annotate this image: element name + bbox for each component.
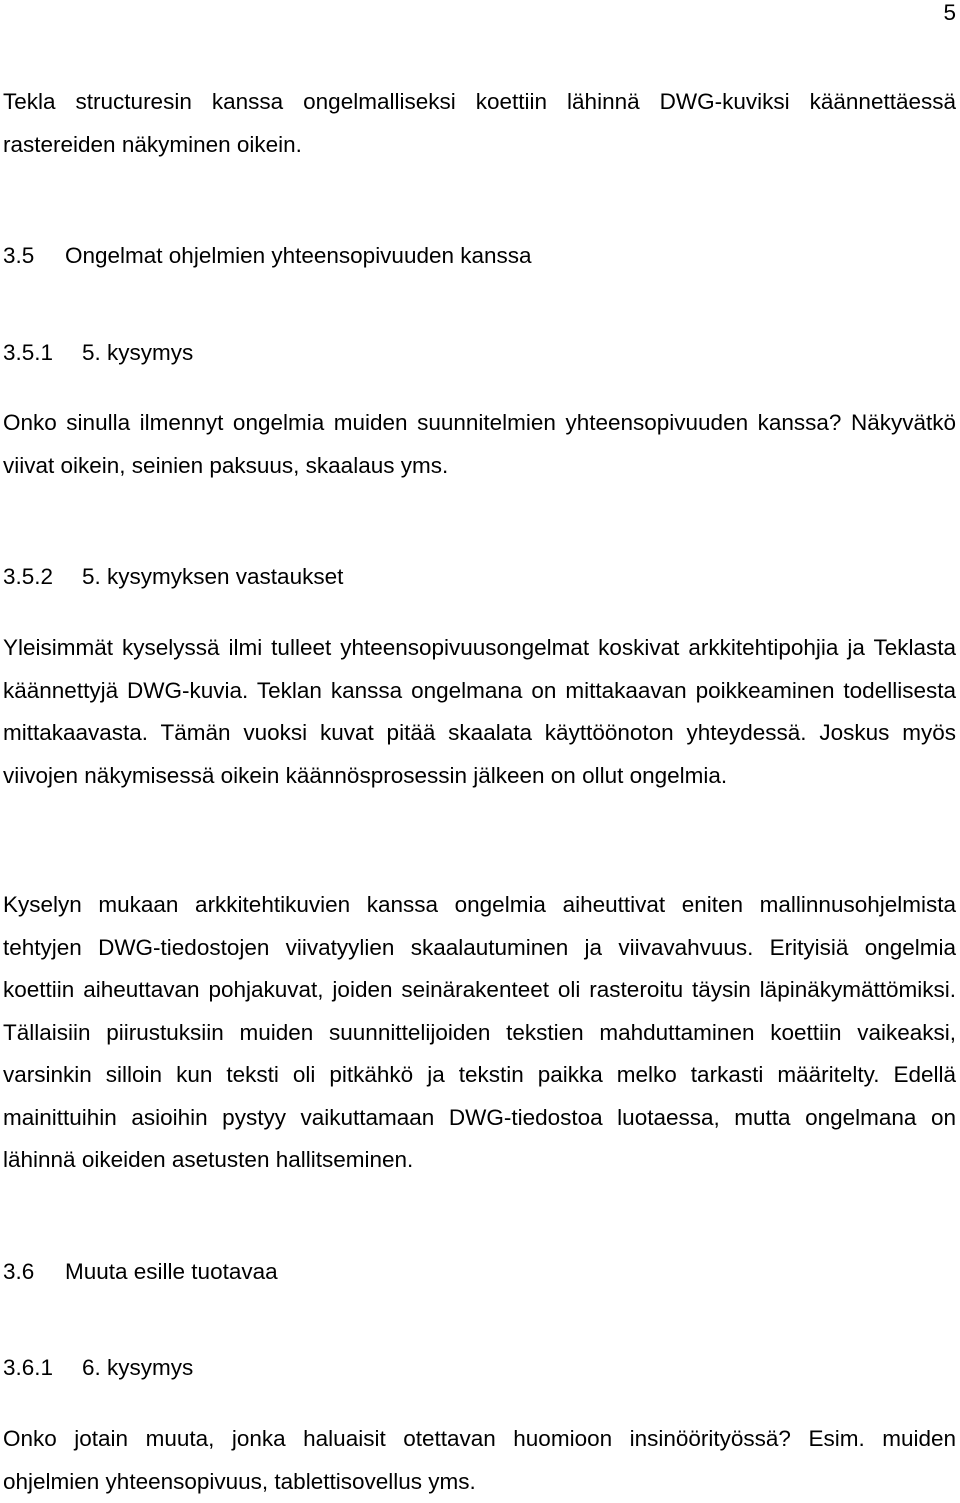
intro-paragraph: Tekla structuresin kanssa ongelmalliseksi koettiin lähinnä DWG-kuviksi käännettäessä rastereiden näkyminen oikein. [3, 89, 956, 157]
section-number: 3.5 [3, 243, 35, 268]
section-title: Muuta esille tuotavaa [65, 1259, 278, 1284]
section-title: 6. kysymys [82, 1355, 194, 1380]
question-6-paragraph: Onko jotain muuta, jonka haluaisit otettavan huomioon insinöörityössä? Esim. muiden ohjelmien yhteensopivuus, tablettisovellus yms. [3, 1426, 956, 1494]
answers-paragraph-1: Yleisimmät kyselyssä ilmi tulleet yhteensopivuusongelmat koskivat arkkitehtipohjia ja Teklasta käännettyjä DWG-kuvia. Teklan kanssa ongelmana on mittakaavan poikkeaminen todellisesta mittakaavasta. Tämän vuoksi kuvat pitää skaalata käyttöönoton yhteydessä. Joskus myös viivojen näkymisessä oikein käännösprosessin jälkeen on ollut ongelmia. [3, 635, 956, 788]
section-title: 5. kysymyksen vastaukset [82, 564, 344, 589]
section-number: 3.6 [3, 1259, 35, 1284]
section-number: 3.5.1 [3, 340, 54, 365]
section-heading-3-5-1 [3, 340, 193, 366]
page-number: 5 [943, 0, 956, 25]
section-title: Ongelmat ohjelmien yhteensopivuuden kanssa [65, 243, 532, 268]
section-number: 3.6.1 [3, 1355, 54, 1380]
section-heading-3-6 [3, 1259, 278, 1285]
section-title: 5. kysymys [82, 340, 194, 365]
question-5-paragraph: Onko sinulla ilmennyt ongelmia muiden suunnitelmien yhteensopivuuden kanssa? Näkyvätkö viivat oikein, seinien paksuus, skaalaus yms. [3, 410, 956, 478]
answers-paragraph-2: Kyselyn mukaan arkkitehtikuvien kanssa ongelmia aiheuttivat eniten mallinnusohjelmista tehtyjen DWG-tiedostojen viivatyylien skaalautuminen ja viivavahvuus. Erityisiä ongelmia koettiin aiheuttavan pohjakuvat, joiden seinärakenteet oli rasteroitu täysin läpinäkymättömiksi. Tällaisiin piirustuksiin muiden suunnittelijoiden tekstien mahduttaminen koettiin vaikeaksi, varsinkin silloin kun teksti oli pitkähkö ja tekstin paikka melko tarkasti määritelty. Edellä mainittuihin asioihin pystyy vaikuttamaan DWG-tiedostoa luotaessa, mutta ongelmana on lähinnä oikeiden asetusten hallitseminen. [3, 892, 956, 1172]
section-heading-3-5 [3, 243, 532, 269]
section-heading-3-6-1 [3, 1355, 193, 1381]
section-number: 3.5.2 [3, 564, 54, 589]
section-heading-3-5-2 [3, 564, 343, 590]
